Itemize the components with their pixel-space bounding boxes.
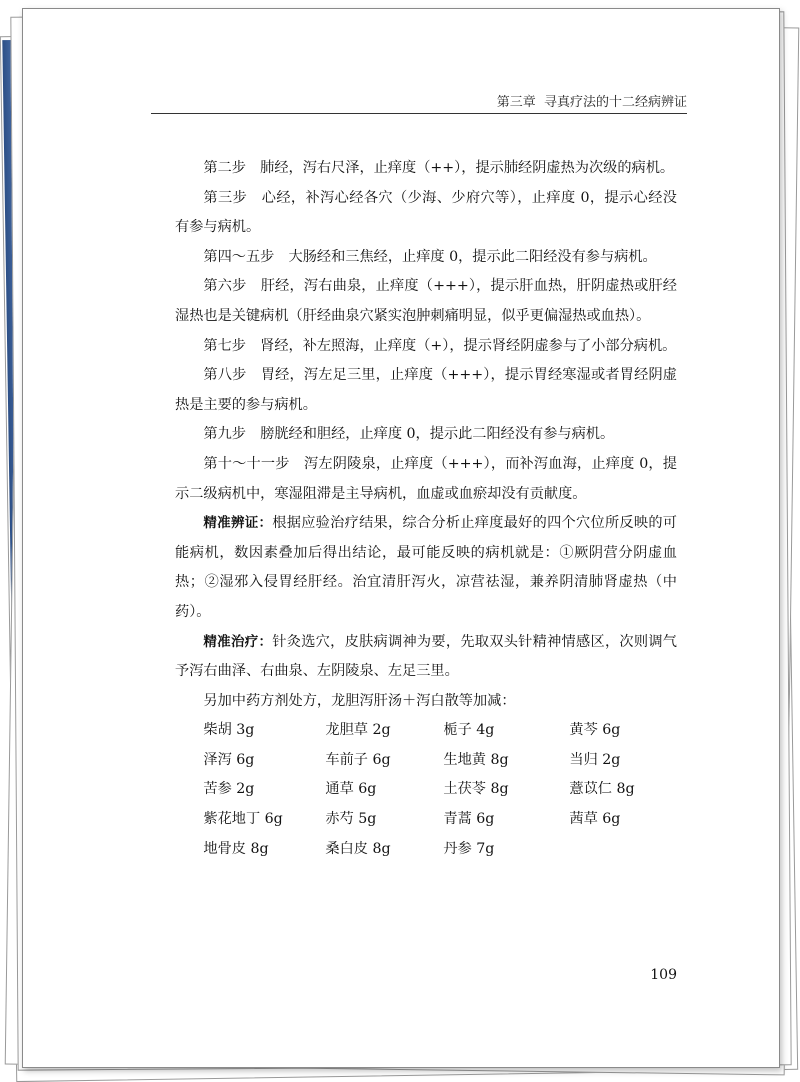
diagnosis-label: 精准辨证： bbox=[203, 515, 273, 532]
page-body bbox=[175, 154, 677, 864]
herb-item: 地骨皮 8g bbox=[203, 840, 269, 857]
herb-item: 青蒿 6g bbox=[443, 811, 495, 828]
herb-item: 土茯苓 8g bbox=[443, 781, 509, 798]
step-paragraph: 第四～五步 大肠经和三焦经，止痒度 0，提示此二阳经没有参与病机。 bbox=[203, 248, 657, 265]
step-paragraph: 第九步 膀胱经和胆经，止痒度 0，提示此二阳经没有参与病机。 bbox=[203, 426, 615, 443]
step-paragraph: 第八步 胃经，泻左足三里，止痒度（+++），提示胃经寒湿或者胃经阴虚热是主要的参与病机。 bbox=[175, 367, 677, 413]
diagnosis-paragraph bbox=[175, 509, 677, 627]
step-paragraph: 第二步 肺经，泻右尺泽，止痒度（++），提示肺经阴虚热为次级的病机。 bbox=[203, 160, 675, 176]
step-paragraph: 第七步 肾经，补左照海，止痒度（+），提示肾经阴虚参与了小部分病机。 bbox=[203, 337, 677, 354]
diagnosis-text: 根据应验治疗结果，综合分析止痒度最好的四个穴位所反映的可能病机，数因素叠加后得出结论，最可能反映的病机就是：①厥阴营分阴虚血热；②湿邪入侵胃经肝经。治宜清肝泻火，凉营祛湿，兼养阴清肺肾虚热（中药）。 bbox=[175, 515, 677, 620]
herb-item: 栀子 4g bbox=[443, 722, 495, 739]
step-paragraph: 第三步 心经，补泻心经各穴（少海、少府穴等），止痒度 0，提示心经没有参与病机。 bbox=[175, 189, 677, 236]
prescription-intro: 另加中药方剂处方，龙胆泻肝汤＋泻白散等加减： bbox=[203, 692, 516, 709]
herb-item: 当归 2g bbox=[569, 751, 621, 768]
herb-item: 黄芩 6g bbox=[569, 722, 621, 739]
herb-item: 泽泻 6g bbox=[203, 751, 255, 768]
herb-item: 紫花地丁 6g bbox=[203, 811, 283, 828]
running-header bbox=[23, 91, 687, 110]
herb-item: 苦参 2g bbox=[203, 781, 255, 798]
herb-item: 赤芍 5g bbox=[325, 811, 377, 828]
header-chapter: 第三章 bbox=[496, 95, 536, 110]
page-number: 109 bbox=[650, 967, 677, 983]
step-paragraph: 第六步 肝经，泻右曲泉，止痒度（+++），提示肝血热，肝阴虚热或肝经湿热也是关键病机（肝经曲泉穴紧实泡肿刺痛明显，似乎更偏湿热或血热）。 bbox=[175, 278, 677, 324]
treatment-paragraph bbox=[175, 628, 677, 687]
book-page bbox=[22, 8, 780, 1068]
herb-item: 生地黄 8g bbox=[443, 751, 509, 768]
herb-item: 桑白皮 8g bbox=[325, 840, 391, 857]
header-rule bbox=[151, 113, 687, 114]
herb-item: 柴胡 3g bbox=[203, 722, 255, 739]
herb-item: 车前子 6g bbox=[325, 751, 391, 768]
herb-list bbox=[203, 716, 677, 864]
herb-item: 茜草 6g bbox=[569, 811, 621, 828]
treatment-label: 精准治疗： bbox=[203, 633, 273, 650]
herb-item: 龙胆草 2g bbox=[325, 722, 391, 739]
header-title: 寻真疗法的十二经病辨证 bbox=[543, 95, 687, 110]
herb-item: 通草 6g bbox=[325, 781, 377, 798]
herb-item: 丹参 7g bbox=[443, 840, 495, 857]
treatment-text: 针灸选穴，皮肤病调神为要，先取双头针精神情感区，次则调气予泻右曲泽、右曲泉、左阴陵泉、左足三里。 bbox=[175, 633, 677, 680]
herb-item: 薏苡仁 8g bbox=[569, 781, 635, 798]
step-paragraph: 第十～十一步 泻左阴陵泉，止痒度（+++），而补泻血海，止痒度 0，提示二级病机中，寒湿阻滞是主导病机，血虚或血瘀却没有贡献度。 bbox=[175, 455, 677, 502]
